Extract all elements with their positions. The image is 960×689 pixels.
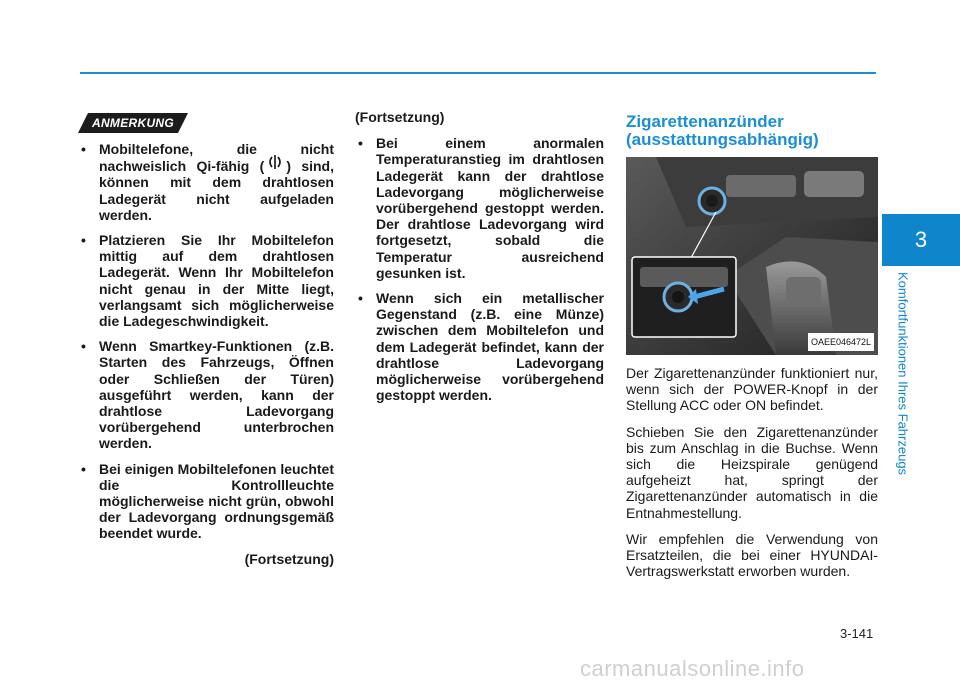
top-rule [80,72,876,74]
list-item: • Bei einem anormalen Temperaturanstieg im drahtlosen Ladegerät kann der drahtlose Ladevorgang möglicherweise vorübergehend gestoppt werden. Der drahtlose Ladevorgang wird fortgesetzt, sobald die Temperatur ausreichend gesunken ist. [355,135,604,281]
list-item: • Platzieren Sie Ihr Mobiltelefon mittig auf dem drahtlosen Ladegerät. Wenn Ihr Mobiltelefon nicht genau in der Mitte liegt, verlangsamt sich möglicherweise die Ladegeschwindigkeit. [78,232,334,329]
body-paragraph: Schieben Sie den Zigarettenanzünder bis zum Anschlag in die Buchse. Wenn sich die Heizspirale genügend aufgeheizt hat, springt der Zigarettenanzünder automatisch in die Entnahmestellung. [626,423,878,521]
watermark: carmanualsonline.info [580,656,805,681]
section-heading [626,113,878,149]
page-number: 3-141 [840,626,874,641]
body-paragraph: Der Zigarettenanzünder funktioniert nur, wenn sich der POWER-Knopf in der Stellung ACC oder ON befindet. [626,365,878,414]
console-illustration [626,157,878,355]
bullet-text-before-icon: Mobiltelefone, die nicht nachweislich Qi-fähig ( [99,141,334,175]
note-badge [78,113,188,133]
bullet-text-after-icon: ) sind, können mit dem drahtlosen Ladegerät nicht aufgeladen werden. [99,158,334,223]
list-item [78,141,334,223]
note-bullet-list-continued [355,135,604,403]
column-2 [355,109,604,412]
chapter-number: 3 [914,227,928,252]
list-item: • Bei einigen Mobiltelefonen leuchtet die Kontrollleuchte möglicherweise nicht grün, obwohl der Ladevorgang ordnungsgemäß beendet wurde. [78,461,334,542]
chapter-title-vertical [880,272,926,494]
cigarette-lighter-photo [626,157,878,355]
body-paragraph: Wir empfehlen die Verwendung von Ersatzteilen, die bei einer HYUNDAI-Vertragswerkstatt erworben wurden. [626,530,878,580]
heading-line-1: Zigarettenanzünder [626,112,784,131]
note-bullet-list [78,141,334,542]
continued-label: (Fortsetzung) [355,109,445,125]
chapter-title: Komfortfunktionen Ihres Fahrzeugs [895,272,911,476]
wireless-charging-icon [267,154,283,170]
note-badge-label: ANMERKUNG [91,116,175,130]
column-3 [626,113,878,579]
list-item: • Wenn sich ein metallischer Gegenstand (z.B. eine Münze) zwischen dem Mobiltelefon und dem Ladegerät befindet, kann der drahtlose Ladevorgang möglicherweise vorübergehend gestoppt werden. [355,290,604,403]
heading-line-2: (ausstattungsabhängig) [626,130,819,149]
continued-label: (Fortsetzung) [244,550,334,567]
image-reference-code: OAEE046472L [808,333,874,351]
chapter-number-tab [882,214,960,266]
column-1 [78,141,334,567]
list-item: • Wenn Smartkey-Funktionen (z.B. Starten des Fahrzeugs, Öffnen oder Schließen der Türen) ausgeführt werden, kann der drahtlose Ladevorgang vorübergehend unterbrochen werden. [78,338,334,451]
